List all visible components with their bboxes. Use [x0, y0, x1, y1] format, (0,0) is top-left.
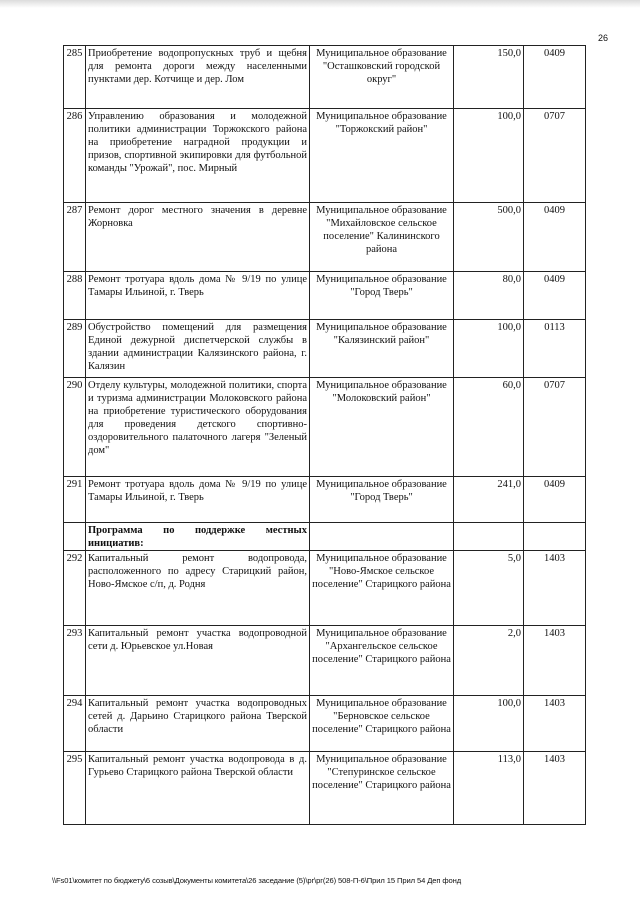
table-row [64, 626, 586, 696]
row-recipient: Муниципальное образование "Город Тверь" [310, 477, 454, 523]
table-row [64, 272, 586, 320]
table-row [64, 477, 586, 523]
table-row [64, 752, 586, 825]
row-recipient: Муниципальное образование "Берновское сельское поселение" Старицкого района [310, 696, 454, 752]
row-amount: 100,0 [454, 696, 524, 752]
row-number: 293 [64, 626, 86, 696]
row-amount: 5,0 [454, 551, 524, 626]
row-description: Капитальный ремонт участка водопроводной сети д. Юрьевское ул.Новая [86, 626, 310, 696]
row-code: 0409 [524, 272, 586, 320]
row-amount: 500,0 [454, 203, 524, 272]
section-title: Программа по поддержке местных инициатив: [86, 523, 310, 551]
row-amount: 150,0 [454, 46, 524, 109]
row-recipient: Муниципальное образование "Степуринское сельское поселение" Старицкого района [310, 752, 454, 825]
row-number: 295 [64, 752, 86, 825]
row-amount: 60,0 [454, 378, 524, 477]
row-description: Капитальный ремонт водопровода, расположенного по адресу Старицкий район, Ново-Ямское с/п, д. Родня [86, 551, 310, 626]
page-number: 26 [597, 33, 608, 43]
row-number: 286 [64, 109, 86, 203]
table-row [64, 551, 586, 626]
row-description: Ремонт тротуара вдоль дома № 9/19 по улице Тамары Ильиной, г. Тверь [86, 477, 310, 523]
row-recipient: Муниципальное образование "Михайловское сельское поселение" Калининского района [310, 203, 454, 272]
section-number-cell [64, 523, 86, 551]
row-amount: 100,0 [454, 109, 524, 203]
row-recipient: Муниципальное образование "Город Тверь" [310, 272, 454, 320]
file-path-footer: \\Fs01\комитет по бюджету\6 созыв\Документы комитета\26 заседание (5)\рг\рг(26) 508-П-6\Прил 15 Прил 54 Деп фонд [52, 876, 462, 885]
row-amount: 100,0 [454, 320, 524, 378]
row-number: 291 [64, 477, 86, 523]
row-number: 288 [64, 272, 86, 320]
row-number: 294 [64, 696, 86, 752]
row-description: Ремонт тротуара вдоль дома № 9/19 по улице Тамары Ильиной, г. Тверь [86, 272, 310, 320]
row-recipient: Муниципальное образование "Калязинский район" [310, 320, 454, 378]
row-code: 1403 [524, 696, 586, 752]
row-code: 0707 [524, 378, 586, 477]
row-number: 289 [64, 320, 86, 378]
row-description: Капитальный ремонт участка водопровода в д. Гурьево Старицкого района Тверской области [86, 752, 310, 825]
row-description: Отделу культуры, молодежной политики, спорта и туризма администрации Молоковского района на приобретение туристического оборудования для проведения детского спортивно-оздоровительного палаточного лагеря "Зеленый дом" [86, 378, 310, 477]
section-header-row [64, 523, 586, 551]
empty-cell [524, 523, 586, 551]
scan-edge [0, 0, 640, 8]
row-number: 285 [64, 46, 86, 109]
row-description: Управлению образования и молодежной политики администрации Торжокского района на приобретение наградной продукции и призов, спортивной экипировки для футбольной команды "Урожай", пос. Мирный [86, 109, 310, 203]
row-code: 0409 [524, 46, 586, 109]
row-code: 0113 [524, 320, 586, 378]
row-code: 0409 [524, 203, 586, 272]
row-amount: 2,0 [454, 626, 524, 696]
table-row [64, 203, 586, 272]
row-description: Ремонт дорог местного значения в деревне Жорновка [86, 203, 310, 272]
row-recipient: Муниципальное образование "Осташковский городской округ" [310, 46, 454, 109]
row-number: 292 [64, 551, 86, 626]
row-description: Приобретение водопропускных труб и щебня для ремонта дороги между населенными пунктами дер. Котчище и дер. Лом [86, 46, 310, 109]
row-amount: 80,0 [454, 272, 524, 320]
table-row [64, 46, 586, 109]
row-description: Обустройство помещений для размещения Единой дежурной диспетчерской службы в здании администрации Калязинского района, г. Калязин [86, 320, 310, 378]
empty-cell [454, 523, 524, 551]
row-code: 1403 [524, 626, 586, 696]
row-recipient: Муниципальное образование "Торжокский район" [310, 109, 454, 203]
row-amount: 241,0 [454, 477, 524, 523]
table-row [64, 378, 586, 477]
empty-cell [310, 523, 454, 551]
row-recipient: Муниципальное образование "Молоковский район" [310, 378, 454, 477]
row-code: 1403 [524, 752, 586, 825]
row-number: 290 [64, 378, 86, 477]
row-number: 287 [64, 203, 86, 272]
table-row [64, 696, 586, 752]
row-code: 0409 [524, 477, 586, 523]
row-code: 0707 [524, 109, 586, 203]
row-amount: 113,0 [454, 752, 524, 825]
table-row [64, 320, 586, 378]
table-row [64, 109, 586, 203]
budget-table [63, 45, 586, 825]
row-recipient: Муниципальное образование "Архангельское сельское поселение" Старицкого района [310, 626, 454, 696]
row-recipient: Муниципальное образование "Ново-Ямское сельское поселение" Старицкого района [310, 551, 454, 626]
row-code: 1403 [524, 551, 586, 626]
row-description: Капитальный ремонт участка водопроводных сетей д. Дарьино Старицкого района Тверской области [86, 696, 310, 752]
